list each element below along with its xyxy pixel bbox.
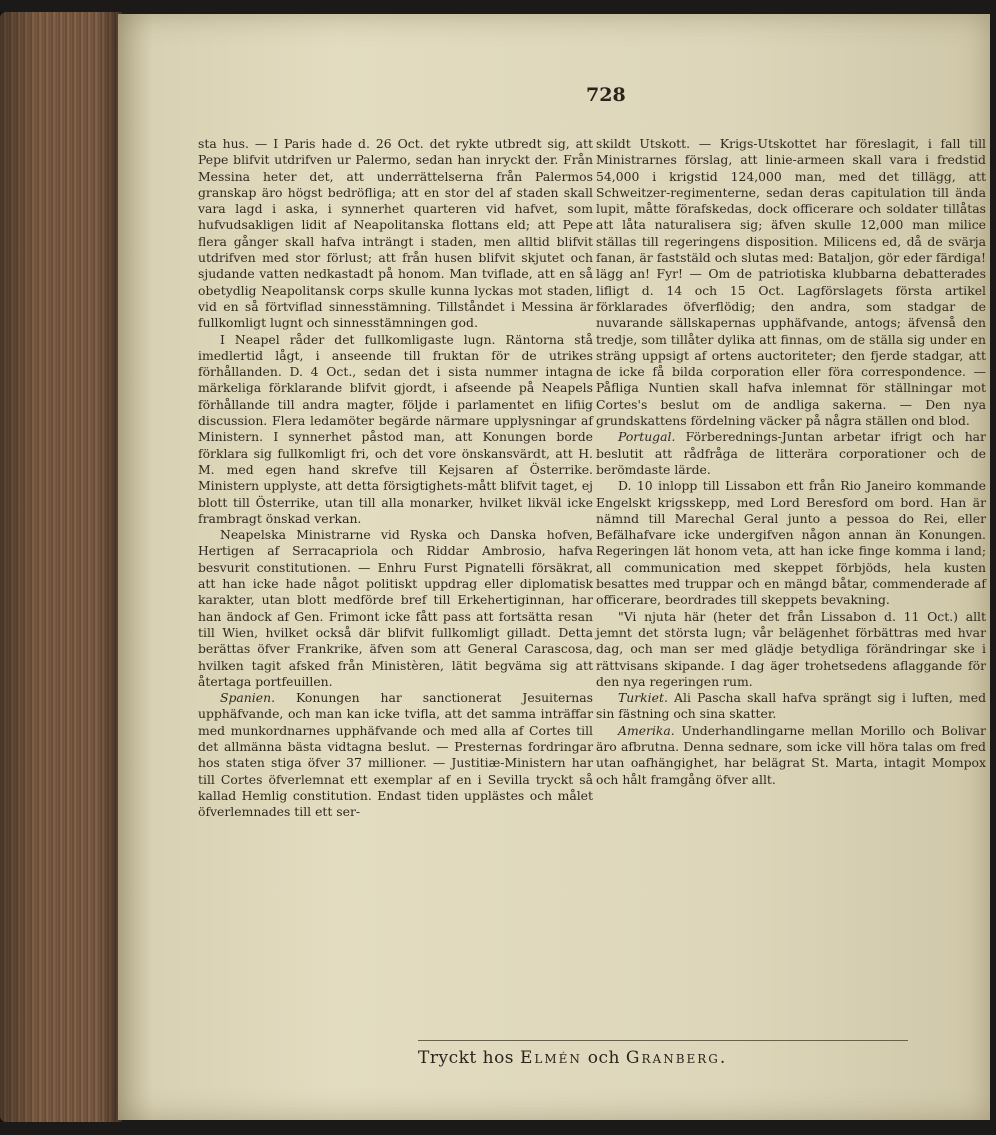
article-paragraph: sta hus. — I Paris hade d. 26 Oct. det rykte utbredt sig, att Pepe blifvit utdrifven ur Palermo, sedan han inryckt der. Från Messina heter det, att underrättelserna från Palermos granskap äro högst bedröfliga; att en stor del af staden skall vara lagd i aska, i synnerhet quarteren vid hafvet, som hufvudsakligen lidit af Neapolitanska flottans eld; att Pepe flera gånger skall hafva inträngt i staden, men alltid blifvit utdrifven med stor förlust; att från husen blifvit skjutet och sjudande vatten nedkastadt på honom. Man tviflade, att en så obetydlig Neapolitansk corps skulle kunna lyckas mot staden, vid en så förtviflad sinnesstämning. Tillståndet i Messina är fullkomligt lugnt och sinnesstämningen god.	[198, 136, 593, 331]
article-paragraph	[596, 429, 986, 478]
printer-name-2: Granberg.	[625, 1048, 728, 1068]
section-title-spain: Spanien.	[220, 690, 276, 706]
section-title-turkey: Turkiet.	[618, 690, 668, 706]
article-paragraph: D. 10 inlopp till Lissabon ett från Rio Janeiro kommande Engelskt krigsskepp, med Lord Beresford om bord. Han är nämnd till Marechal Geral junto a pessoa do Rei, eller Befälhafvare icke undergifven någon annan än Konungen. Regeringen lät honom veta, att han icke finge komma i land; all communication med skeppet förbjöds, hela kusten besattes med truppar och en mängd båtar, commenderade af officerare, beordrades till skeppets bevakning.	[596, 478, 986, 608]
imprint-prefix: Tryckt hos	[418, 1048, 520, 1068]
section-text: Konungen har sanctionerat Jesuiternas upphäfvande, och man kan icke tvifla, att det samma inträffar med munkordnarnes upphäfvande och med alla af Cortes till det allmänna bästa vidtagna beslut. — Presternas fordringar hos staten stiga öfver 37 millioner. — Justitiæ-Ministern har till Cortes öfverlemnat ett exemplar af en i Sevilla tryckt så kallad Hemlig constitution. Endast tiden upplästes och målet öfverlemnades till ett ser-	[198, 690, 593, 820]
printer-name-1: Elmén	[519, 1048, 582, 1068]
article-paragraph: "Vi njuta här (heter det från Lissabon d. 11 Oct.) allt jemnt det största lugn; vår belägenhet förbättras med hvar dag, och man ser med glädje betydliga förändringar ske i rättvisans skipande. I dag äger trohetsedens aflaggande för den nya regeringen rum.	[596, 608, 986, 689]
article-paragraph: skildt Utskott. — Krigs-Utskottet har föreslagit, i fall till Ministrarnes förslag, att linie-armeen skall vara i fredstid 54,000 i krigstid 124,000 man, med det tillägg, att Schweitzer-regimenterne, sedan deras capitulation till ända lupit, måtte förafskedas, dock officerare och soldater tillåtas att låta naturalisera sig; äfven skulle 12,000 man milice ställas till regeringens disposition. Milicens ed, då de svärja fanan, är faststäld och slutas med: Bataljon, gör eder färdiga! lägg an! Fyr! — Om de patriotiska klubbarna debatterades lifligt d. 14 och 15 Oct. Lagförslagets första artikel förklarades öfverflödig; den andra, som stadgar de nuvarande sällskapernas upphäfvande, antogs; äfvenså den tredje, som tillåter dylika att finnas, om de ställa sig under en sträng uppsigt af ortens auctoriteter; den fjerde stadgar, att de icke få bilda corporation eller föra correspondence. — Påfliga Nuntien skall hafva inlemnat för ställningar mot Cortes's beslut om de andliga sakerna. — Den nya grundskattens fördelning väcker på några ställen ond blod.	[596, 136, 986, 429]
section-text: Underhandlingarne mellan Morillo och Bolivar äro afbrutna. Denna sednare, som icke vill höra talas om fred utan oafhängighet, har belägrat St. Marta, intagit Mompox och hålt framgång öfver allt.	[596, 722, 986, 787]
article-paragraph	[596, 690, 986, 723]
article-paragraph	[596, 723, 986, 788]
article-paragraph: I Neapel råder det fullkomligaste lugn. Räntorna stå imedlertid lågt, i anseende till fruktan för de utrikes förhållanden. D. 4 Oct., sedan det i sista nummer intagna märkeliga förklarande blifvit gjordt, i afseende på Neapels förhållande till andra magter, följde i parlamentet en lifiig discussion. Flera ledamöter begärde närmare upplysningar af Ministern. I synnerhet påstod man, att Konungen borde förklara sig fullkomligt fri, och det vore önskansvärdt, att H. M. med egen hand skrefve till Kejsaren af Österrike. Ministern upplyste, att detta försigtighets-mått blifvit taget, ej blott till Österrike, utan till alla monarker, hvilket likväl icke frambragt önskad verkan.	[198, 331, 593, 526]
book-page-edges	[0, 12, 122, 1122]
section-title-portugal: Portugal.	[618, 429, 676, 445]
page-number: 728	[586, 84, 626, 106]
right-column	[596, 136, 986, 788]
left-column	[198, 136, 593, 820]
printer-imprint	[418, 1048, 918, 1068]
newspaper-page	[118, 14, 990, 1120]
section-text: Förberednings-Juntan arbetar ifrigt och har beslutit att rådfråga de litterära corporationer och de berömdaste lärde.	[596, 429, 986, 477]
imprint-conjunction: och	[581, 1048, 626, 1068]
section-text: Ali Pascha skall hafva sprängt sig i luften, med sin fästning och sina skatter.	[596, 690, 986, 722]
imprint-rule	[418, 1040, 908, 1041]
section-title-america: Amerika.	[618, 722, 675, 738]
article-paragraph: Neapelska Ministrarne vid Ryska och Danska hofven, Hertigen af Serracapriola och Riddar Ambrosio, hafva besvurit constitutionen. — Enhru Furst Pignatelli försäkrat, att han icke hade något politiskt uppdrag eller diplomatisk karakter, utan blott medförde bref till Erkehertiginnan, har han ändock af Gen. Frimont icke fått pass att fortsätta resan till Wien, hvilket också där blifvit fullkomligt gilladt. Detta berättas öfver Frankrike, äfven som att General Carascosa, hvilken tagit afsked från Ministèren, lätit begväma sig att återtaga portfeuillen.	[198, 527, 593, 689]
article-paragraph	[198, 690, 593, 820]
